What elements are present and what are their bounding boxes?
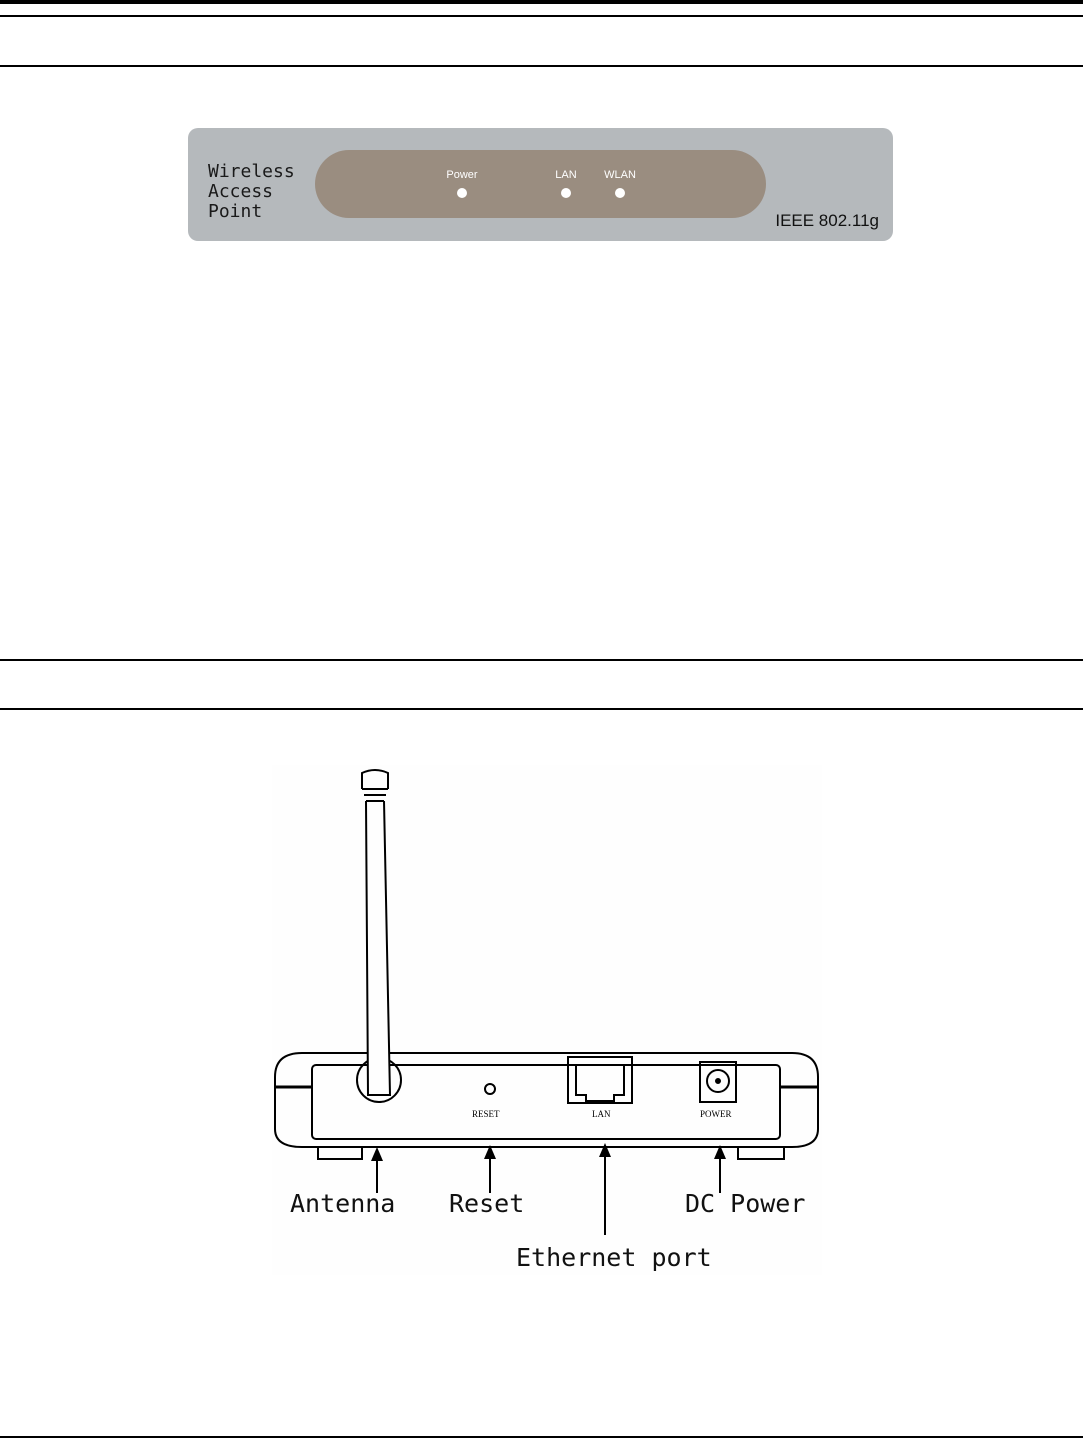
rear-panel-illustration <box>272 765 822 1275</box>
device-brand-text <box>208 162 295 222</box>
led-indicator-strip <box>315 150 766 218</box>
lan-led-icon <box>561 188 571 198</box>
lan-port-label: LAN <box>592 1109 611 1119</box>
top-double-rule-inner <box>0 15 1083 17</box>
callout-reset: Reset <box>449 1189 525 1218</box>
brand-line-1: Wireless <box>208 161 295 182</box>
front-panel-illustration <box>188 128 893 241</box>
ethernet-arrow-icon <box>599 1143 611 1157</box>
lan-port-icon <box>568 1057 632 1103</box>
section-header-rule-bottom <box>0 708 1083 710</box>
brand-line-3: Point <box>208 201 263 222</box>
reset-port-label: RESET <box>472 1109 500 1119</box>
left-foot <box>318 1147 362 1159</box>
power-port-label: POWER <box>700 1109 732 1119</box>
led-label-wlan: WLAN <box>604 169 636 181</box>
callout-antenna: Antenna <box>290 1189 396 1218</box>
antenna-icon <box>362 770 390 1095</box>
top-double-rule-outer <box>0 0 1083 4</box>
power-led-icon <box>457 188 467 198</box>
section-header-rule-top <box>0 659 1083 661</box>
led-label-lan: LAN <box>555 169 577 181</box>
callout-ethernet-port: Ethernet port <box>516 1243 712 1272</box>
wireless-standard-label: IEEE 802.11g <box>775 211 879 230</box>
page-bottom-rule <box>0 1436 1083 1438</box>
led-label-power: Power <box>446 169 478 181</box>
brand-line-2: Access <box>208 181 274 202</box>
antenna-arrow-icon <box>371 1147 383 1161</box>
reset-hole-icon <box>485 1084 495 1094</box>
callout-dc-power: DC Power <box>685 1189 806 1218</box>
right-foot <box>738 1147 784 1159</box>
wlan-led-icon <box>615 188 625 198</box>
section-rule-1 <box>0 65 1083 67</box>
